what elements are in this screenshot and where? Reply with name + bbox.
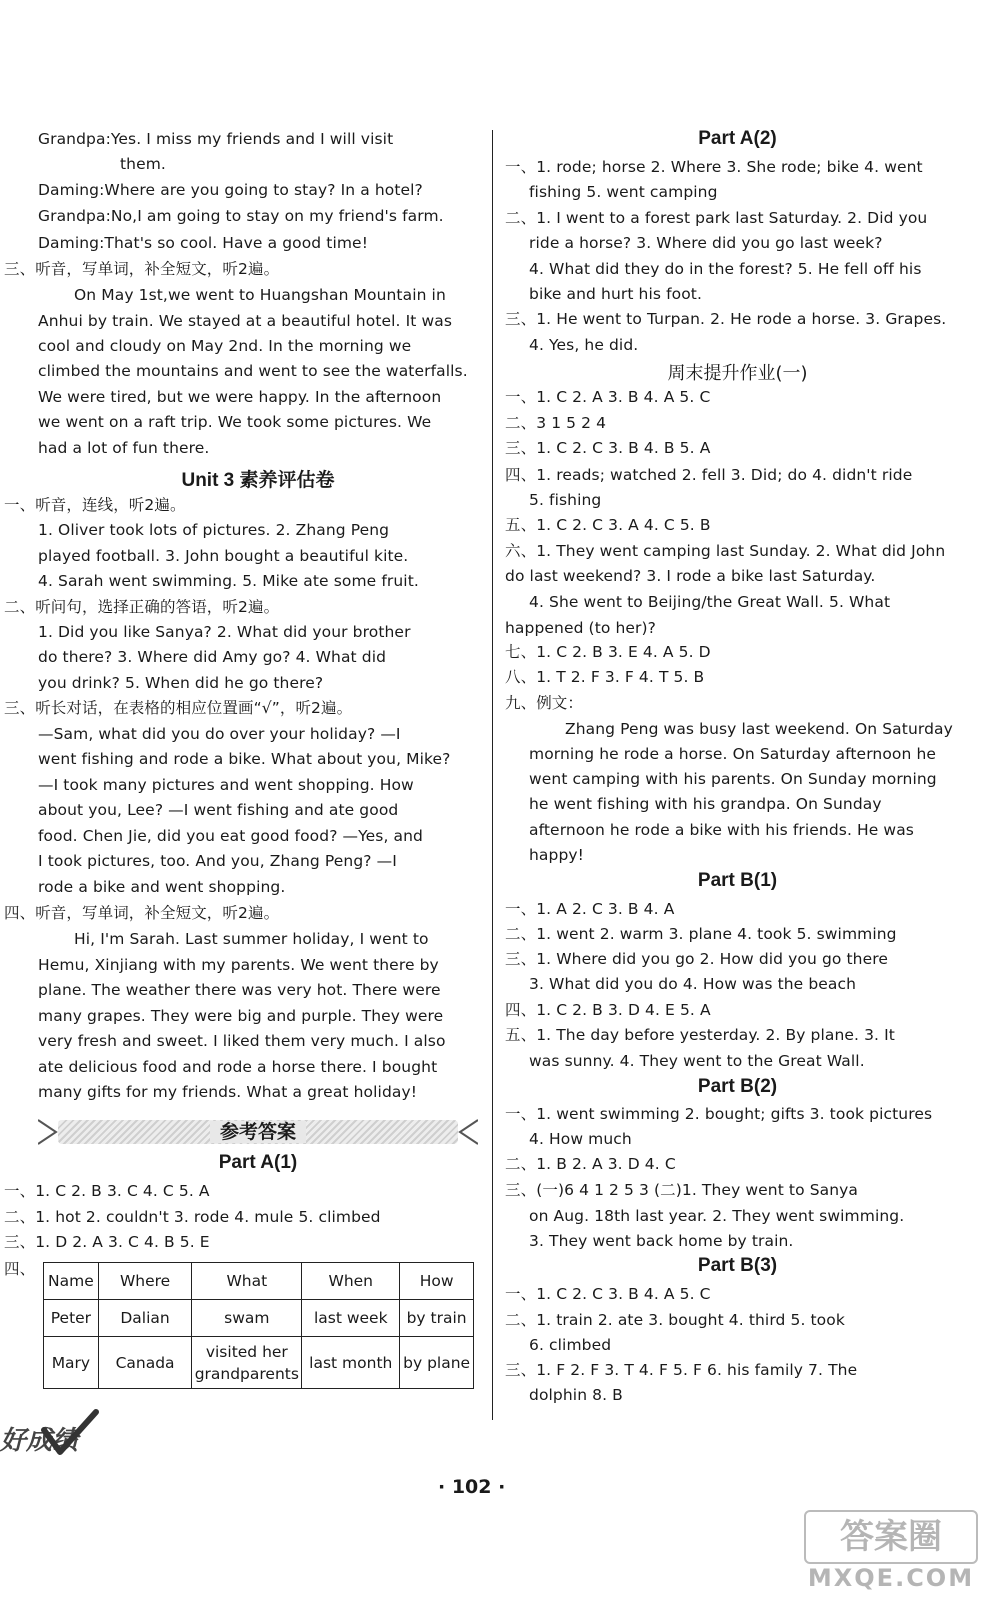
text-line: you drink? 5. When did he go there? <box>38 674 324 692</box>
text-line: Grandpa:Yes. I miss my friends and I will visit <box>38 130 394 148</box>
answer-line: 三、1. C 2. C 3. B 4. B 5. A <box>505 439 711 457</box>
text-line: cool and cloudy on May 2nd. In the morning we <box>38 337 412 355</box>
answer-line: 四、1. reads; watched 2. fell 3. Did; do 4. didn't ride <box>505 466 913 484</box>
text-line: about you, Lee? —I went fishing and ate good <box>38 801 399 819</box>
table-label: 四、 <box>4 1260 36 1278</box>
text-line: Anhui by train. We stayed at a beautiful hotel. It was <box>38 312 453 330</box>
table-cell: Canada <box>98 1337 192 1389</box>
answer-line: 三、1. He went to Turpan. 2. He rode a horse. 3. Grapes. <box>505 310 947 328</box>
brand-logo-text: 好成绩 <box>0 1426 79 1456</box>
answer-line: 5. fishing <box>529 491 602 509</box>
table-cell: last week <box>302 1300 400 1337</box>
answer-line: 一、1. C 2. B 3. C 4. C 5. A <box>4 1182 210 1200</box>
essay-line: afternoon he rode a bike with his friends. He was <box>529 821 914 839</box>
answer-line: dolphin 8. B <box>529 1386 623 1404</box>
text-line: 1. Did you like Sanya? 2. What did your brother <box>38 623 411 641</box>
table-header-cell: What <box>192 1263 302 1300</box>
text-line: do there? 3. Where did Amy go? 4. What did <box>38 648 387 666</box>
answer-line: ride a horse? 3. Where did you go last week? <box>529 234 883 252</box>
checkmark-icon <box>40 1408 100 1458</box>
answer-line: 二、1. hot 2. couldn't 3. rode 4. mule 5. climbed <box>4 1208 381 1226</box>
answer-line: 4. She went to Beijing/the Great Wall. 5. What <box>529 593 891 611</box>
table-cell: Peter <box>44 1300 99 1337</box>
text-line: very fresh and sweet. I liked them very much. I also <box>38 1032 446 1050</box>
text-line: Grandpa:No,I am going to stay on my friend's farm. <box>38 207 444 225</box>
text-line: them. <box>120 155 166 173</box>
text-line: Daming:Where are you going to stay? In a hotel? <box>38 181 423 199</box>
answers-title-text: 参考答案 <box>210 1121 306 1143</box>
part-heading: Part B(3) <box>697 1255 778 1276</box>
section-heading: 二、听问句，选择正确的答语，听2遍。 <box>4 598 280 616</box>
text-line: plane. The weather there was very hot. There were <box>38 981 441 999</box>
weekend-title: 周末提升作业(一) <box>667 363 808 384</box>
essay-line: Zhang Peng was busy last weekend. On Saturday <box>565 720 953 738</box>
part-heading: Part B(1) <box>697 870 778 891</box>
section-heading: 三、听音，写单词，补全短文，听2遍。 <box>4 260 280 278</box>
answer-line: 二、3 1 5 2 4 <box>505 414 607 432</box>
answer-line: 六、1. They went camping last Sunday. 2. What did John <box>505 542 946 560</box>
answer-line: 三、1. Where did you go 2. How did you go there <box>505 950 888 968</box>
answer-line: 四、1. C 2. B 3. D 4. E 5. A <box>505 1001 711 1019</box>
text-line: ate delicious food and rode a horse there. I bought <box>38 1058 438 1076</box>
text-line: climbed the mountains and went to see the waterfalls. <box>38 362 468 380</box>
answer-line: 4. What did they do in the forest? 5. He fell off his <box>529 260 922 278</box>
table-cell: Dalian <box>98 1300 192 1337</box>
text-line: I took pictures, too. And you, Zhang Peng? —I <box>38 852 397 870</box>
table-cell: swam <box>192 1300 302 1337</box>
answer-line: was sunny. 4. They went to the Great Wall. <box>529 1052 865 1070</box>
text-line: food. Chen Jie, did you eat good food? —Yes, and <box>38 827 423 845</box>
section-heading: 四、听音，写单词，补全短文，听2遍。 <box>4 904 280 922</box>
answer-line: bike and hurt his foot. <box>529 285 703 303</box>
answer-line: 3. They went back home by train. <box>529 1232 794 1250</box>
answer-line: 一、1. rode; horse 2. Where 3. She rode; bike 4. went <box>505 158 923 176</box>
answer-line: 6. climbed <box>529 1336 612 1354</box>
essay-line: he went fishing with his grandpa. On Sunday <box>529 795 882 813</box>
essay-line: happy! <box>529 846 584 864</box>
unit-title: Unit 3 素养评估卷 <box>181 470 335 491</box>
answer-line: happened (to her)? <box>505 619 657 637</box>
table-header-cell: How <box>400 1263 474 1300</box>
text-line: Hi, I'm Sarah. Last summer holiday, I went to <box>74 930 429 948</box>
text-line: Daming:That's so cool. Have a good time! <box>38 234 369 252</box>
table-cell: by train <box>400 1300 474 1337</box>
page-number: · 102 · <box>438 1476 506 1498</box>
answer-line: 一、1. went swimming 2. bought; gifts 3. took pictures <box>505 1105 933 1123</box>
section-heading: 一、听音，连线，听2遍。 <box>4 496 186 514</box>
answer-table <box>43 1262 474 1389</box>
text-line: Hemu, Xinjiang with my parents. We went there by <box>38 956 439 974</box>
answer-line: 五、1. C 2. C 3. A 4. C 5. B <box>505 516 711 534</box>
text-line: played football. 3. John bought a beautiful kite. <box>38 547 409 565</box>
table-row <box>44 1300 474 1337</box>
part-heading: Part B(2) <box>697 1076 778 1097</box>
answer-line: on Aug. 18th last year. 2. They went swimming. <box>529 1207 905 1225</box>
watermark-bottom: MXQE.COM <box>807 1564 975 1592</box>
text-line: —I took many pictures and went shopping. How <box>38 776 414 794</box>
watermark-top: 答案圈 <box>804 1510 978 1564</box>
essay-line: morning he rode a horse. On Saturday afternoon he <box>529 745 936 763</box>
table-cell: last month <box>302 1337 400 1389</box>
answers-title <box>38 1120 478 1144</box>
answer-line: 二、1. train 2. ate 3. bought 4. third 5. took <box>505 1311 845 1329</box>
part-heading: Part A(1) <box>218 1152 298 1173</box>
text-line: went fishing and rode a bike. What about you, Mike? <box>38 750 451 768</box>
table-header-cell: Where <box>98 1263 192 1300</box>
part-heading: Part A(2) <box>698 128 777 149</box>
answer-line: 一、1. C 2. A 3. B 4. A 5. C <box>505 388 711 406</box>
table-cell: visited her grandparents <box>192 1337 302 1389</box>
table-row <box>44 1337 474 1389</box>
watermark <box>804 1510 978 1592</box>
text-line: —Sam, what did you do over your holiday? —I <box>38 725 401 743</box>
text-line: rode a bike and went shopping. <box>38 878 286 896</box>
table-cell: by plane <box>400 1337 474 1389</box>
table-header-cell: Name <box>44 1263 99 1300</box>
answer-line: 4. How much <box>529 1130 632 1148</box>
answer-line: 八、1. T 2. F 3. F 4. T 5. B <box>505 668 705 686</box>
answer-line: 三、1. F 2. F 3. T 4. F 5. F 6. his family 7. The <box>505 1361 858 1379</box>
text-line: 1. Oliver took lots of pictures. 2. Zhang Peng <box>38 521 390 539</box>
text-line: 4. Sarah went swimming. 5. Mike ate some fruit. <box>38 572 419 590</box>
table-header-row <box>44 1263 474 1300</box>
answer-line: 一、1. A 2. C 3. B 4. A <box>505 900 675 918</box>
text-line: On May 1st,we went to Huangshan Mountain in <box>74 286 446 304</box>
answer-line: do last weekend? 3. I rode a bike last Saturday. <box>505 567 876 585</box>
text-line: many gifts for my friends. What a great holiday! <box>38 1083 418 1101</box>
answer-line: 五、1. The day before yesterday. 2. By plane. 3. It <box>505 1026 895 1044</box>
answer-line: 三、1. D 2. A 3. C 4. B 5. E <box>4 1233 210 1251</box>
answer-line: 二、1. B 2. A 3. D 4. C <box>505 1155 676 1173</box>
answers-banner <box>38 1112 478 1152</box>
column-divider <box>492 130 493 1420</box>
answer-line: 二、1. I went to a forest park last Saturday. 2. Did you <box>505 209 928 227</box>
essay-line: went camping with his parents. On Sunday morning <box>529 770 937 788</box>
answer-line: 九、例文： <box>505 694 584 712</box>
answer-line: 3. What did you do 4. How was the beach <box>529 975 857 993</box>
section-heading: 三、听长对话，在表格的相应位置画“√”，听2遍。 <box>4 699 353 717</box>
text-line: We were tired, but we were happy. In the afternoon <box>38 388 442 406</box>
answer-line: 二、1. went 2. warm 3. plane 4. took 5. swimming <box>505 925 897 943</box>
text-line: many grapes. They were big and purple. They were <box>38 1007 444 1025</box>
table-cell: Mary <box>44 1337 99 1389</box>
answer-line: 七、1. C 2. B 3. E 4. A 5. D <box>505 643 711 661</box>
table-header-cell: When <box>302 1263 400 1300</box>
answer-line: 三、(一)6 4 1 2 5 3 (二)1. They went to Sanya <box>505 1181 859 1199</box>
answer-line: fishing 5. went camping <box>529 183 718 201</box>
answer-line: 一、1. C 2. C 3. B 4. A 5. C <box>505 1285 711 1303</box>
text-line: had a lot of fun there. <box>38 439 210 457</box>
answer-line: 4. Yes, he did. <box>529 336 639 354</box>
text-line: we went on a raft trip. We took some pictures. We <box>38 413 432 431</box>
